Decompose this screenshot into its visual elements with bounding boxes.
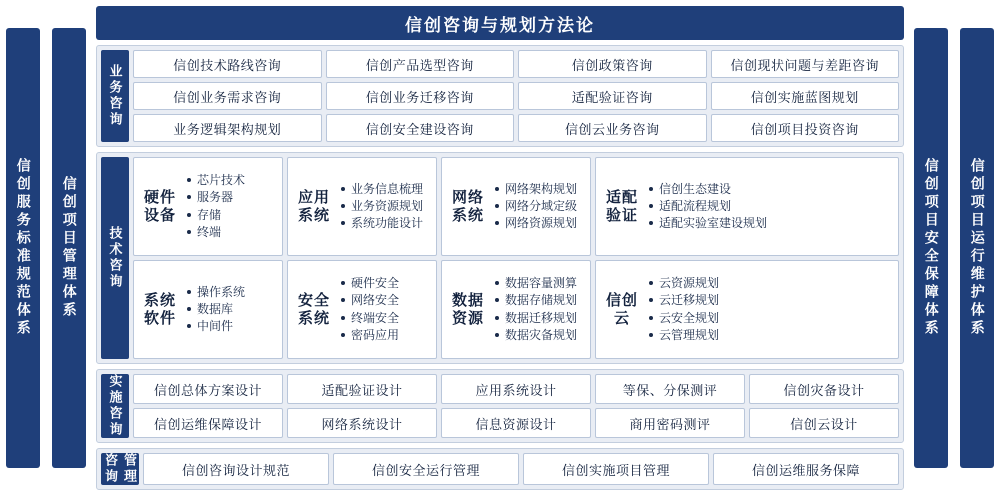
tech-cell-title: 信创云 <box>605 292 638 327</box>
tech-cell-items <box>648 275 893 343</box>
business-row-2 <box>133 82 899 110</box>
tech-cell-cloud[interactable] <box>595 260 899 359</box>
diagram-title: 信创咨询与规划方法论 <box>96 6 904 40</box>
tech-cell-items <box>340 275 431 343</box>
tech-cell-title: 数据资源 <box>451 292 484 327</box>
tech-item: 云迁移规划 <box>648 292 893 309</box>
tech-item: 适配实验室建设规划 <box>648 215 893 232</box>
band-implementation-label <box>101 374 129 438</box>
chip-item[interactable]: 应用系统设计 <box>441 374 591 404</box>
chip-item[interactable]: 信创实施蓝图规划 <box>711 82 900 110</box>
chip-item[interactable]: 信创项目投资咨询 <box>711 114 900 142</box>
band-technical-label-text: 技术咨询 <box>107 226 123 290</box>
tech-item: 信创生态建设 <box>648 181 893 198</box>
band-management-body <box>143 453 899 485</box>
tech-item: 数据存储规划 <box>494 292 585 309</box>
band-business-body <box>133 50 899 142</box>
chip-item[interactable]: 业务逻辑架构规划 <box>133 114 322 142</box>
business-row-1 <box>133 50 899 78</box>
tech-item: 数据容量测算 <box>494 275 585 292</box>
pillar-service-standard <box>6 28 40 468</box>
tech-item: 网络分域定级 <box>494 198 585 215</box>
tech-cell-network[interactable] <box>441 157 591 256</box>
tech-item: 适配流程规划 <box>648 198 893 215</box>
tech-cell-system-software[interactable] <box>133 260 283 359</box>
pillar-security-assurance <box>914 28 948 468</box>
band-business-label-text: 业务咨询 <box>107 64 123 128</box>
tech-cell-items <box>648 181 893 232</box>
band-business-label <box>101 50 129 142</box>
tech-cell-items <box>340 181 431 232</box>
tech-item: 数据迁移规划 <box>494 310 585 327</box>
tech-cell-title: 系统软件 <box>143 292 176 327</box>
band-implementation-body <box>133 374 899 438</box>
chip-item[interactable]: 信创政策咨询 <box>518 50 707 78</box>
band-technical-label <box>101 157 129 359</box>
tech-cell-title: 适配验证 <box>605 189 638 224</box>
tech-item: 网络资源规划 <box>494 215 585 232</box>
band-implementation-consulting <box>96 369 904 443</box>
tech-item: 云资源规划 <box>648 275 893 292</box>
management-row-1 <box>143 453 899 485</box>
chip-item[interactable]: 信创安全建设咨询 <box>326 114 515 142</box>
tech-cell-adaptation[interactable] <box>595 157 899 256</box>
tech-item: 硬件安全 <box>340 275 431 292</box>
implementation-row-1 <box>133 374 899 404</box>
chip-item[interactable]: 信息资源设计 <box>441 408 591 438</box>
tech-cell-items <box>186 284 277 335</box>
implementation-row-2 <box>133 408 899 438</box>
chip-item[interactable]: 信创现状问题与差距咨询 <box>711 50 900 78</box>
tech-cell-title: 安全系统 <box>297 292 330 327</box>
tech-cell-data-resource[interactable] <box>441 260 591 359</box>
chip-item[interactable]: 信创运维服务保障 <box>713 453 899 485</box>
tech-item: 业务信息梳理 <box>340 181 431 198</box>
technical-grid <box>133 157 899 359</box>
business-row-3 <box>133 114 899 142</box>
tech-cell-items <box>494 275 585 343</box>
band-management-label-right: 管理 <box>122 453 137 485</box>
tech-item: 业务资源规划 <box>340 198 431 215</box>
tech-item: 存储 <box>186 207 277 224</box>
tech-cell-application[interactable] <box>287 157 437 256</box>
tech-item: 服务器 <box>186 189 277 206</box>
band-implementation-label-text: 实施咨询 <box>107 374 123 438</box>
tech-item: 网络安全 <box>340 292 431 309</box>
center-stack <box>96 6 904 490</box>
pillar-security-assurance-label: 信创项目安全保障体系 <box>923 158 940 338</box>
chip-item[interactable]: 等保、分保测评 <box>595 374 745 404</box>
chip-item[interactable]: 适配验证设计 <box>287 374 437 404</box>
tech-item: 终端 <box>186 224 277 241</box>
chip-item[interactable]: 信创业务需求咨询 <box>133 82 322 110</box>
chip-item[interactable]: 信创咨询设计规范 <box>143 453 329 485</box>
band-management-label <box>101 453 139 485</box>
tech-item: 系统功能设计 <box>340 215 431 232</box>
tech-cell-hardware[interactable] <box>133 157 283 256</box>
band-consulting-management <box>96 448 904 490</box>
chip-item[interactable]: 网络系统设计 <box>287 408 437 438</box>
chip-item[interactable]: 信创产品选型咨询 <box>326 50 515 78</box>
tech-item: 终端安全 <box>340 310 431 327</box>
pillar-operation-maintenance <box>960 28 994 468</box>
tech-item: 芯片技术 <box>186 172 277 189</box>
tech-cell-items <box>494 181 585 232</box>
chip-item[interactable]: 信创业务迁移咨询 <box>326 82 515 110</box>
chip-item[interactable]: 适配验证咨询 <box>518 82 707 110</box>
pillar-project-management <box>52 28 86 468</box>
tech-cell-title: 应用系统 <box>297 189 330 224</box>
band-technical-consulting <box>96 152 904 364</box>
pillar-service-standard-label: 信创服务标准规范体系 <box>15 158 32 338</box>
chip-item[interactable]: 信创总体方案设计 <box>133 374 283 404</box>
band-management-label-left: 咨询 <box>103 453 118 485</box>
chip-item[interactable]: 信创灾备设计 <box>749 374 899 404</box>
tech-cell-title: 网络系统 <box>451 189 484 224</box>
chip-item[interactable]: 信创运维保障设计 <box>133 408 283 438</box>
chip-item[interactable]: 信创安全运行管理 <box>333 453 519 485</box>
band-business-consulting <box>96 45 904 147</box>
tech-item: 操作系统 <box>186 284 277 301</box>
chip-item[interactable]: 信创实施项目管理 <box>523 453 709 485</box>
pillar-project-management-label: 信创项目管理体系 <box>61 176 78 320</box>
tech-item: 数据灾备规划 <box>494 327 585 344</box>
tech-item: 数据库 <box>186 301 277 318</box>
pillar-operation-maintenance-label: 信创项目运行维护体系 <box>969 158 986 338</box>
chip-item[interactable]: 信创技术路线咨询 <box>133 50 322 78</box>
tech-item: 云管理规划 <box>648 327 893 344</box>
tech-item: 网络架构规划 <box>494 181 585 198</box>
tech-item: 云安全规划 <box>648 310 893 327</box>
tech-item: 中间件 <box>186 318 277 335</box>
band-technical-body <box>133 157 899 359</box>
tech-item: 密码应用 <box>340 327 431 344</box>
tech-cell-security[interactable] <box>287 260 437 359</box>
chip-item[interactable]: 商用密码测评 <box>595 408 745 438</box>
chip-item[interactable]: 信创云业务咨询 <box>518 114 707 142</box>
chip-item[interactable]: 信创云设计 <box>749 408 899 438</box>
tech-cell-title: 硬件设备 <box>143 189 176 224</box>
tech-cell-items <box>186 172 277 240</box>
